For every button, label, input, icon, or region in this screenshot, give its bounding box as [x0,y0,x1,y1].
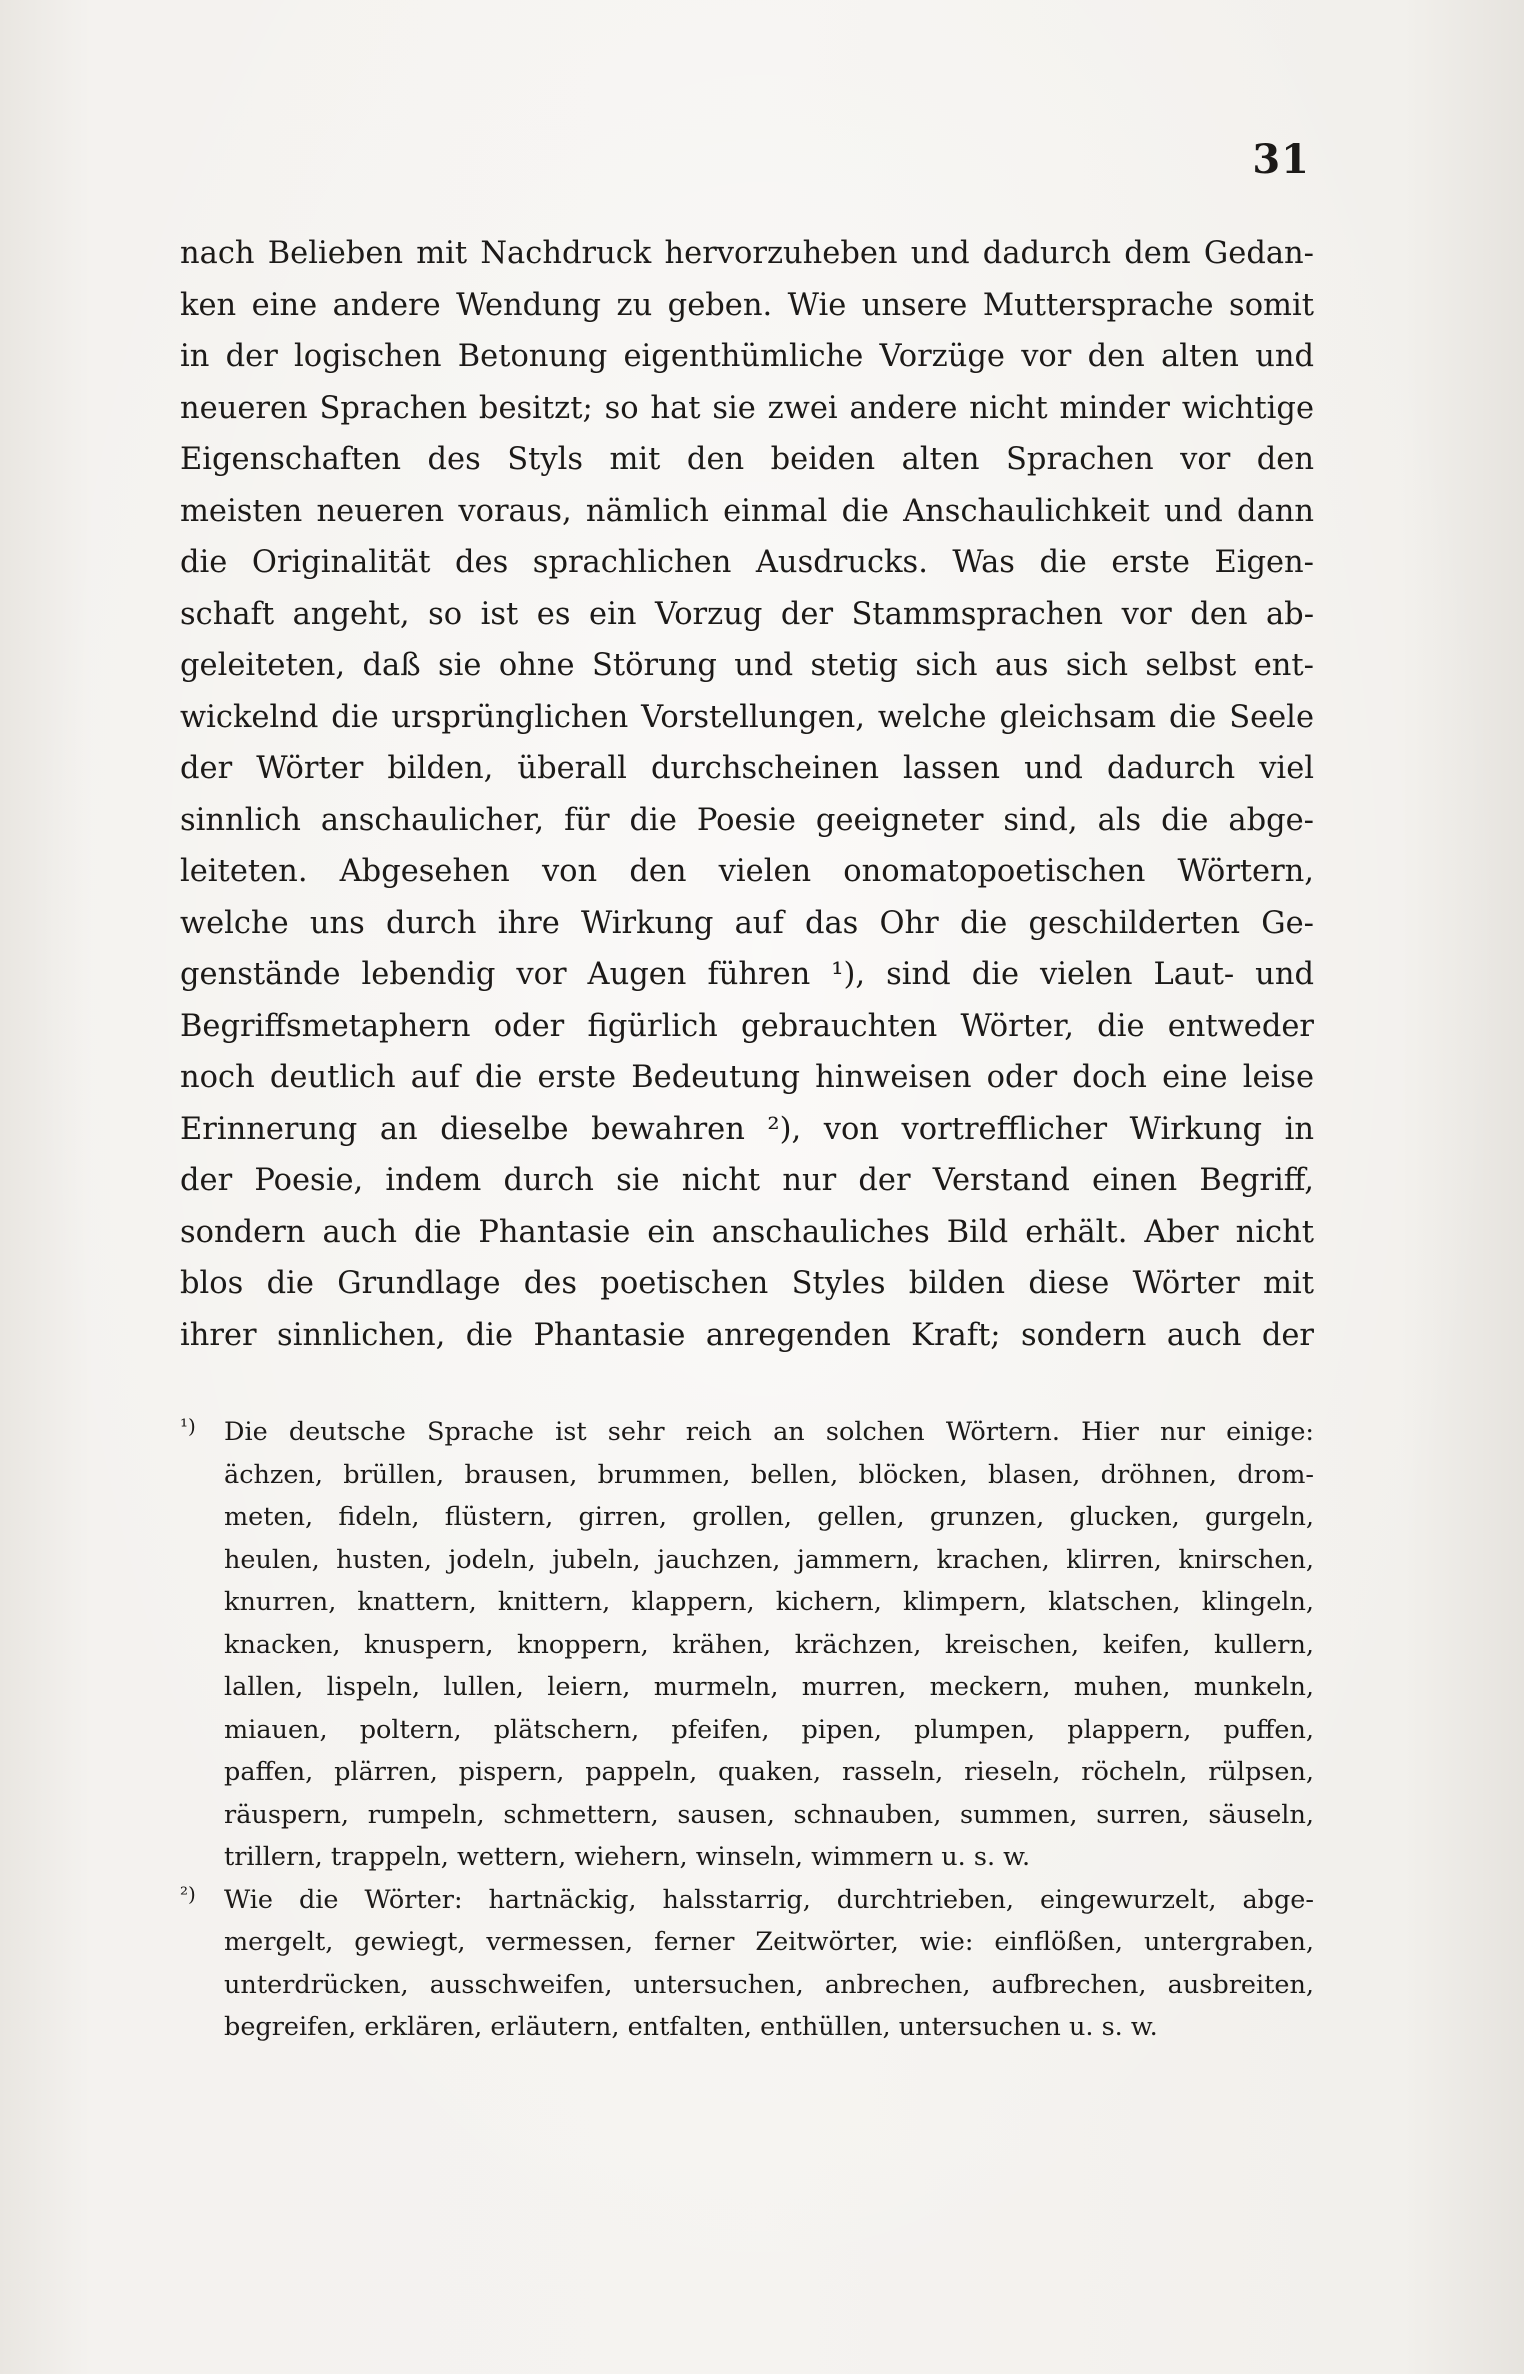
footnote-line: ächzen, brüllen, brausen, brummen, bellen, blöcken, blasen, dröhnen, drom- [224,1459,1314,1490]
footnote-line [180,1411,1314,1454]
footnote-line: knacken, knuspern, knoppern, krähen, krächzen, kreischen, keifen, kullern, [224,1629,1314,1660]
body-line: nach Belieben mit Nachdruck hervorzuheben und dadurch dem Gedan- [180,236,1314,271]
body-line: der Poesie, indem durch sie nicht nur der Verstand einen Begriff, [180,1163,1314,1198]
footnote-text: Wie die Wörter: hartnäckig, halsstarrig, durchtrieben, eingewurzelt, abge- [224,1884,1314,1915]
body-line: ken eine andere Wendung zu geben. Wie unsere Muttersprache somit [180,287,1314,323]
footnote-line: paffen, plärren, pispern, pappeln, quaken, rasseln, rieseln, röcheln, rülpsen, [224,1757,1314,1787]
footnote-1 [180,1411,1314,1879]
body-line: sinnlich anschaulicher, für die Poesie geeigneter sind, als die abge- [180,802,1314,838]
body-line: noch deutlich auf die erste Bedeutung hinweisen oder doch eine leise [180,1060,1314,1095]
body-line: Erinnerung an dieselbe bewahren ²), von vortrefflicher Wirkung in [180,1111,1314,1147]
footnote-2 [180,1879,1314,2049]
footnote-line: trillern, trappeln, wettern, wiehern, winseln, wimmern u. s. w. [224,1842,1031,1872]
body-line: sondern auch die Phantasie ein anschauliches Bild erhält. Aber nicht [180,1214,1314,1250]
footnote-line [180,1879,1314,1922]
body-line: blos die Grundlage des poetischen Styles bilden diese Wörter mit [180,1266,1314,1301]
body-line: Begriffsmetaphern oder figürlich gebrauchten Wörter, die entweder [180,1008,1314,1044]
footnote-text: Die deutsche Sprache ist sehr reich an solchen Wörtern. Hier nur einige: [224,1417,1314,1447]
footnote-line: unterdrücken, ausschweifen, untersuchen, anbrechen, aufbrechen, ausbreiten, [224,1969,1314,2000]
body-line: genstände lebendig vor Augen führen ¹), sind die vielen Laut- und [180,957,1314,992]
footnote-line: räuspern, rumpeln, schmettern, sausen, schnauben, summen, surren, säuseln, [224,1799,1314,1830]
body-line: die Originalität des sprachlichen Ausdrucks. Was die erste Eigen- [180,545,1314,580]
body-line: schaft angeht, so ist es ein Vorzug der Stammsprachen vor den ab- [180,596,1314,632]
footnote-marker: ²) [180,1881,196,1906]
body-line: in der logischen Betonung eigenthümliche Vorzüge vor den alten und [180,339,1314,374]
body-line: meisten neueren voraus, nämlich einmal die Anschaulichkeit und dann [180,493,1314,529]
footnote-line: miauen, poltern, plätschern, pfeifen, pipen, plumpen, plappern, puffen, [224,1714,1314,1745]
footnote-line: lallen, lispeln, lullen, leiern, murmeln, murren, meckern, muhen, munkeln, [224,1672,1314,1702]
body-line: ihrer sinnlichen, die Phantasie anregenden Kraft; sondern auch der [180,1317,1314,1353]
body-line: wickelnd die ursprünglichen Vorstellungen, welche gleichsam die Seele [180,699,1314,735]
footnote-line: meten, fideln, flüstern, girren, grollen, gellen, grunzen, glucken, gurgeln, [224,1502,1314,1532]
footnotes [180,1411,1314,2049]
body-line: der Wörter bilden, überall durchscheinen lassen und dadurch viel [180,751,1314,786]
page-number: 31 [1252,136,1310,183]
footnote-line: knurren, knattern, knittern, klappern, kichern, klimpern, klatschen, klingeln, [224,1587,1314,1617]
footnote-line: mergelt, gewiegt, vermessen, ferner Zeitwörter, wie: einflößen, untergraben, [224,1927,1314,1957]
footnote-line: heulen, husten, jodeln, jubeln, jauchzen, jammern, krachen, klirren, knirschen, [224,1544,1314,1575]
body-line: welche uns durch ihre Wirkung auf das Ohr die geschilderten Ge- [180,905,1314,941]
body-line: geleiteten, daß sie ohne Störung und stetig sich aus sich selbst ent- [180,648,1314,683]
body-line: Eigenschaften des Styls mit den beiden alten Sprachen vor den [180,442,1314,477]
body-line: neueren Sprachen besitzt; so hat sie zwei andere nicht minder wichtige [180,390,1314,426]
body-line: leiteten. Abgesehen von den vielen onomatopoetischen Wörtern, [180,854,1314,889]
footnote-line: begreifen, erklären, erläutern, entfalten, enthüllen, untersuchen u. s. w. [224,2012,1158,2042]
body-text [180,228,1314,1361]
footnote-marker: ¹) [180,1414,196,1438]
